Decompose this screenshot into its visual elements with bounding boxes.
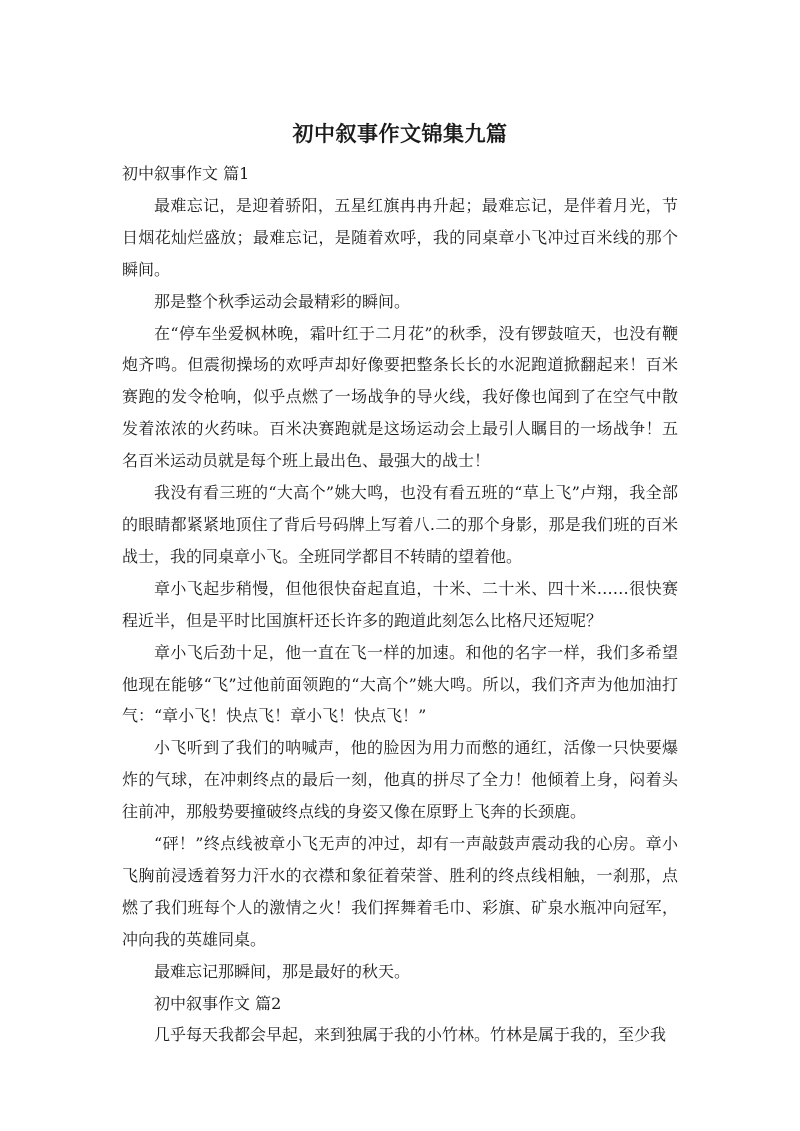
paragraph: 章小飞起步稍慢，但他很快奋起直追，十米、二十米、四十米……很快赛程近半，但是平时比国旗杆还长许多的跑道此刻怎么比格尺还短呢？	[122, 578, 678, 630]
paragraph: 在“停车坐爱枫林晚，霜叶红于二月花”的秋季，没有锣鼓喧天，也没有鞭炮齐鸣。但震彻操场的欢呼声却好像要把整条长长的水泥跑道掀翻起来！百米赛跑的发令枪响，似乎点燃了一场战争的导火线，我好像也闻到了在空气中散发着浓浓的火药味。百米决赛跑就是这场运动会上最引人瞩目的一场战争！五名百米运动员就是每个班上最出色、最强大的战士！	[122, 323, 678, 471]
paragraph: 小飞听到了我们的呐喊声，他的脸因为用力而憋的通红，活像一只快要爆炸的气球，在冲刺终点的最后一刻，他真的拼尽了全力！他倾着上身，闷着头往前冲，那般势要撞破终点线的身姿又像在原野上飞奔的长颈鹿。	[122, 738, 678, 822]
paragraph: 章小飞后劲十足，他一直在飞一样的加速。和他的名字一样，我们多希望他现在能够“飞”过他前面领跑的“大高个”姚大鸣。所以，我们齐声为他加油打气：“章小飞！快点飞！章小飞！快点飞！”	[122, 642, 678, 726]
document-title: 初中叙事作文锦集九篇	[292, 122, 508, 146]
document-body	[122, 158, 678, 1051]
paragraph: “砰！”终点线被章小飞无声的冲过，却有一声敲鼓声震动我的心房。章小飞胸前浸透着努力汗水的衣襟和象征着荣誉、胜利的终点线相触，一刹那，点燃了我们班每个人的激情之火！我们挥舞着毛巾、彩旗、矿泉水瓶冲向冠军，冲向我的英雄同桌。	[122, 834, 678, 949]
paragraph: 我没有看三班的“大高个”姚大鸣，也没有看五班的“草上飞”卢翔，我全部的眼睛都紧紧地顶住了背后号码牌上写着八.二的那个身影，那是我们班的百米战士，我的同桌章小飞。全班同学都目不转睛的望着他。	[122, 483, 678, 566]
paragraph: 那是整个秋季运动会最精彩的瞬间。	[154, 291, 411, 311]
paragraph: 最难忘记，是迎着骄阳，五星红旗冉冉升起；最难忘记，是伴着月光，节日烟花灿烂盛放；最难忘记，是随着欢呼，我的同桌章小飞冲过百米线的那个瞬间。	[122, 195, 678, 279]
section-heading-1: 初中叙事作文 篇1	[122, 164, 250, 183]
section-heading-2: 初中叙事作文 篇2	[154, 993, 282, 1013]
paragraph: 最难忘记那瞬间，那是最好的秋天。	[154, 961, 411, 981]
paragraph: 几乎每天我都会早起，来到独属于我的小竹林。竹林是属于我的，至少我	[154, 1025, 667, 1045]
